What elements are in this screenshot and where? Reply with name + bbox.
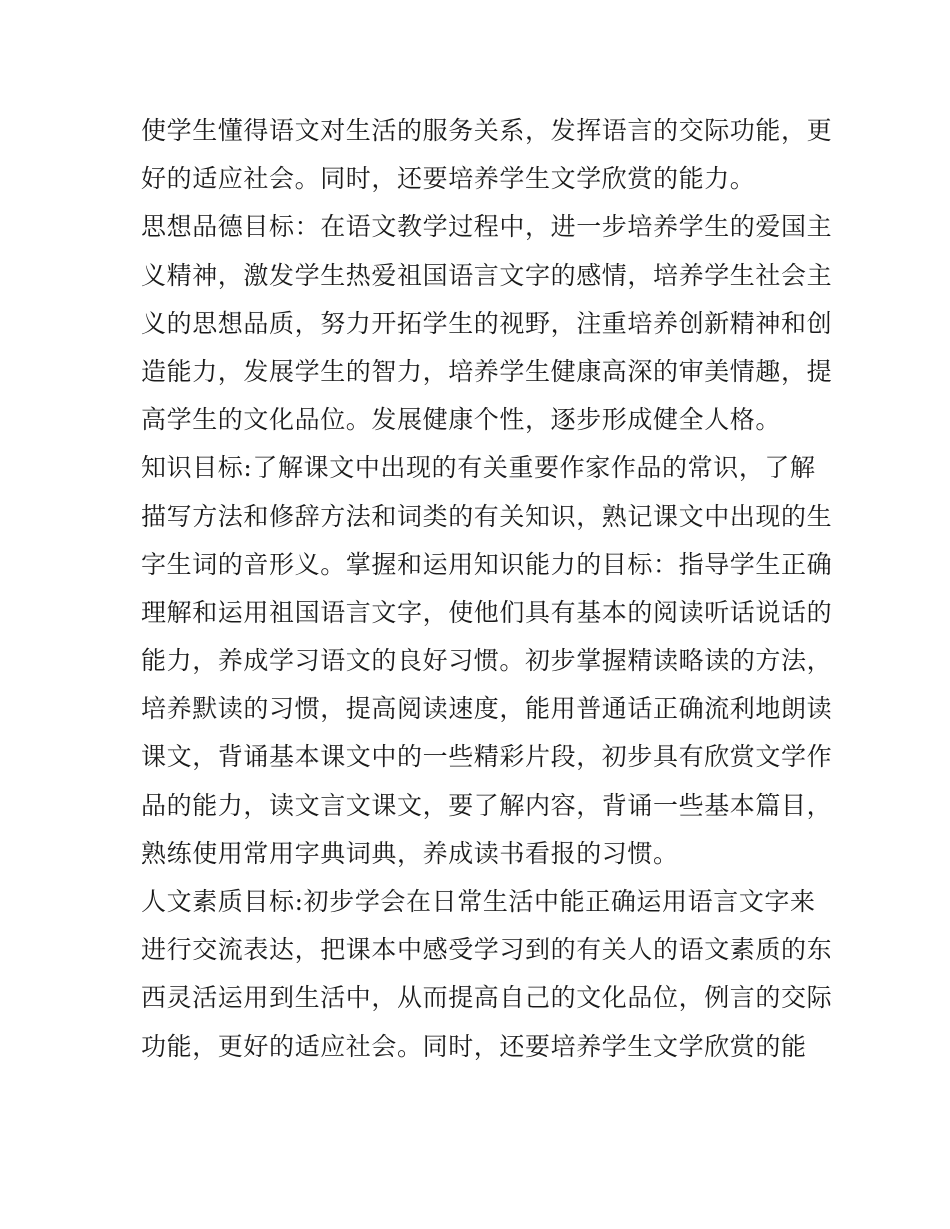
text-line: 能力，养成学习语文的良好习惯。初步掌握精读略读的方法， [141,646,833,676]
text-line: 好的适应社会。同时，还要培养学生文学欣赏的能力。 [141,164,756,194]
text-line: 功能，更好的适应社会。同时，还要培养学生文学欣赏的能 [141,1031,807,1061]
text-line: 知识目标:了解课文中出现的有关重要作家作品的常识，了解 [141,453,816,483]
text-line: 描写方法和修辞方法和词类的有关知识，熟记课文中出现的生 [141,501,833,531]
text-line: 造能力，发展学生的智力，培养学生健康高深的审美情趣，提 [141,356,833,386]
text-line: 义精神，激发学生热爱祖国语言文字的感情，培养学生社会主 [141,260,833,290]
text-line: 熟练使用常用字典词典，养成读书看报的习惯。 [141,838,679,868]
text-line: 人文素质目标:初步学会在日常生活中能正确运用语言文字来 [141,887,816,916]
text-line: 培养默读的习惯，提高阅读速度，能用普通话正确流利地朗读 [141,694,833,724]
text-line: 品的能力，读文言文课文，要了解内容，背诵一些基本篇目， [141,790,833,820]
text-line: 义的思想品质，努力开拓学生的视野，注重培养创新精神和创 [141,308,833,338]
text-line: 思想品德目标：在语文教学过程中，进一步培养学生的爱国主 [141,212,833,242]
text-line: 西灵活运用到生活中，从而提高自己的文化品位，例言的交际 [141,983,833,1013]
text-line: 课文，背诵基本课文中的一些精彩片段，初步具有欣赏文学作 [141,742,833,772]
text-line: 字生词的音形义。掌握和运用知识能力的目标：指导学生正确 [141,549,833,579]
text-line: 进行交流表达，把课本中感受学习到的有关人的语文素质的东 [141,935,833,965]
body-text [141,107,833,1071]
text-line: 理解和运用祖国语言文字，使他们具有基本的阅读听话说话的 [141,597,833,627]
text-line: 使学生懂得语文对生活的服务关系，发挥语言的交际功能，更 [141,116,833,145]
text-line: 高学生的文化品位。发展健康个性，逐步形成健全人格。 [141,405,782,435]
